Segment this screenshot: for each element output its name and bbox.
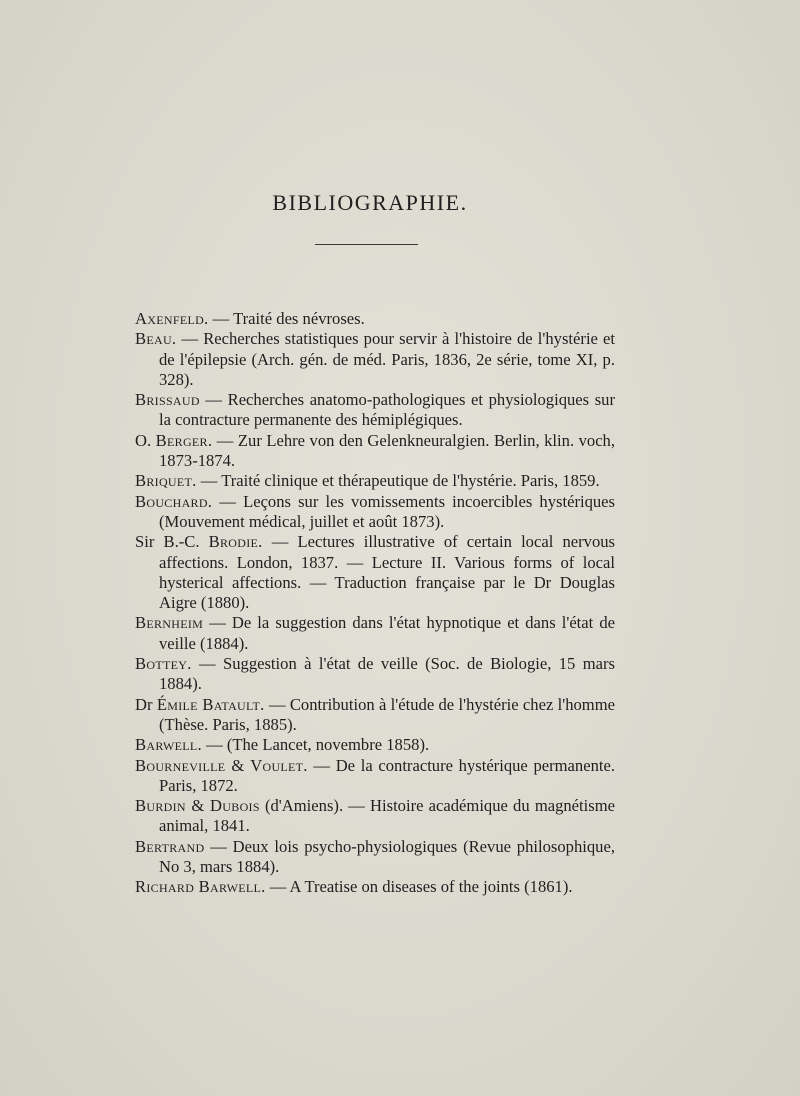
- entry-author: Axenfeld.: [135, 309, 209, 328]
- entry-author: Berger.: [155, 430, 213, 450]
- entry-text: (d'Amiens). — Histoire académique du magnétisme animal, 1841.: [159, 796, 616, 836]
- bibliography-entry: [135, 756, 615, 797]
- entry-author: Barwell.: [135, 735, 202, 755]
- bibliography-entry: [135, 735, 615, 755]
- bibliography-entry: [135, 796, 615, 837]
- bibliography-entry: [135, 390, 615, 431]
- bibliography-entry: [135, 492, 615, 533]
- entry-text: — A Treatise on diseases of the joints (1861).: [265, 877, 573, 897]
- entry-author: Bertrand: [135, 836, 205, 856]
- entry-text: — Leçons sur les vomissements incoercibles hystériques (Mouvement médical, juillet et août 1873).: [159, 491, 615, 531]
- entry-text: — De la contracture hystérique permanente. Paris, 1872.: [159, 755, 615, 795]
- bibliography-entry: [135, 695, 615, 736]
- entry-prefix: O.: [135, 430, 156, 450]
- entry-text: — Lectures illustrative of certain local nervous affections. London, 1837. — Lecture II. Various forms of local hysterical affections. — Traduction française par le Dr Douglas Aigre (1880).: [159, 532, 615, 613]
- entry-text: — Zur Lehre von den Gelenkneuralgien. Berlin, klin. voch, 1873-1874.: [159, 430, 616, 471]
- entry-author: Richard Barwell.: [135, 877, 266, 897]
- bibliography-entry: [135, 431, 615, 472]
- bibliography-entry: [135, 654, 615, 695]
- entry-text: — Recherches anatomo-pathologiques et physiologiques sur la contracture permanente des hémiplégiques.: [159, 390, 615, 430]
- entry-text: — (The Lancet, novembre 1858).: [201, 735, 430, 755]
- page-title: BIBLIOGRAPHIE.: [272, 190, 468, 215]
- entry-prefix: Dr: [135, 694, 157, 714]
- entry-text: — Contribution à l'étude de l'hystérie chez l'homme (Thèse. Paris, 1885).: [159, 694, 615, 734]
- entry-text: — Traité clinique et thérapeutique de l'hystérie. Paris, 1859.: [196, 471, 600, 491]
- entry-author: Bottey.: [135, 654, 192, 674]
- entry-text: — Deux lois psycho-physiologiques (Revue philosophique, No 3, mars 1884).: [159, 836, 615, 877]
- bibliography-entry: [135, 471, 615, 491]
- entry-author: Brissaud: [135, 390, 200, 410]
- entry-author: Bernheim: [135, 613, 204, 633]
- bibliography-list: [135, 309, 615, 898]
- entry-author: Bourneville & Voulet.: [135, 755, 308, 775]
- entry-author: Beau.: [135, 329, 177, 349]
- bibliography-entry: [135, 877, 615, 897]
- entry-text: — Suggestion à l'état de veille (Soc. de Biologie, 15 mars 1884).: [159, 654, 615, 694]
- entry-text: — Recherches statistiques pour servir à l'histoire de l'hystérie et de l'épilepsie (Arch. gén. de méd. Paris, 1836, 2e série, tome XI, p. 328).: [159, 329, 615, 389]
- entry-text: — Traité des névroses.: [208, 309, 365, 328]
- title-rule: [315, 244, 418, 245]
- entry-author: Briquet.: [135, 471, 197, 491]
- bibliography-entry: [135, 309, 615, 329]
- entry-text: — De la suggestion dans l'état hypnotique et dans l'état de veille (1884).: [159, 613, 615, 653]
- entry-author: Burdin & Dubois: [135, 796, 260, 816]
- entry-author: Brodie.: [208, 532, 263, 552]
- bibliography-entry: [135, 613, 615, 654]
- bibliography-entry: [135, 837, 615, 878]
- entry-author: Émile Batault.: [156, 694, 265, 714]
- bibliography-entry: [135, 329, 615, 390]
- bibliography-entry: [135, 532, 615, 613]
- entry-author: Bouchard.: [135, 491, 213, 511]
- entry-prefix: Sir B.-C.: [135, 532, 209, 552]
